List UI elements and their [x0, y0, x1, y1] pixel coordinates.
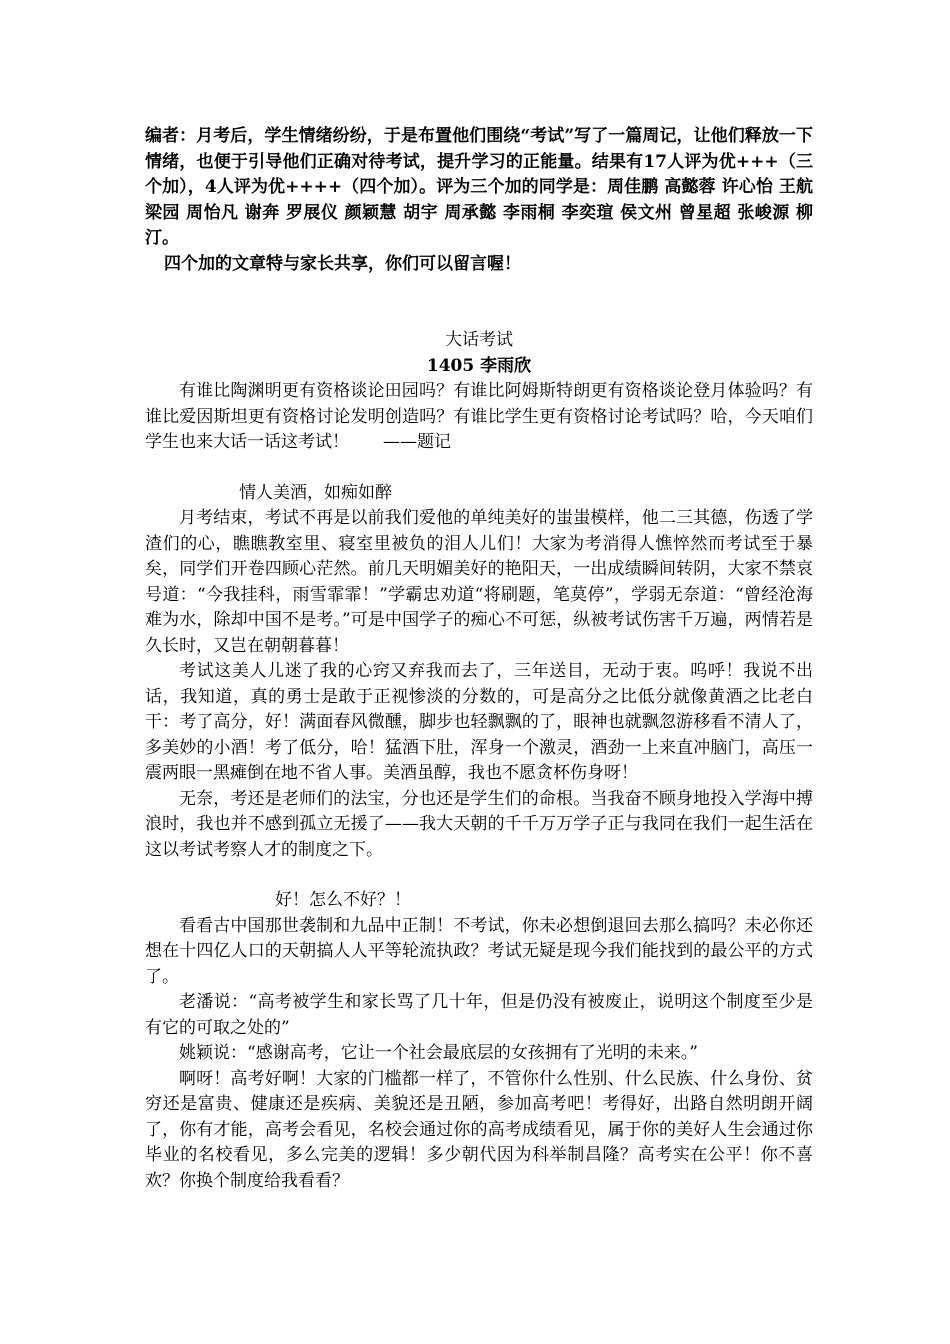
body-paragraph: 无奈，考还是老师们的法宝，分也还是学生们的命根。当我奋不顾身地投入学海中搏浪时，我也并不感到孤立无援了——我大天朝的千千万万学子正与我同在我们一起生活在这以考试考察人才的制度之下。 [145, 788, 813, 860]
editor-note-share-line: 四个加的文章特与家长共享，你们可以留言喔！ [164, 253, 521, 274]
section-heading: 情人美酒，如痴如醉 [239, 482, 392, 503]
section-heading: 好！怎么不好？！ [275, 890, 411, 910]
quote-paragraph: 老潘说：“高考被学生和家长骂了几十年，但是仍没有被废止，说明这个制度至少是有它的可取之处的” [145, 992, 813, 1038]
spacer [145, 863, 813, 888]
spacer [145, 277, 813, 328]
article-title: 大话考试 [445, 330, 513, 350]
spacer [145, 456, 813, 481]
body-paragraph: 月考结束，考试不再是以前我们爱他的单纯美好的蚩蚩模样，他二三其德，伤透了学渣们的心，瞧瞧教室里、寝室里被负的泪人儿们！大家为考消得人憔悴然而考试至于暴矣，同学们开卷四顾心茫然。前几天明媚美好的艳阳天，一出成绩瞬间转阴，大家不禁哀号道：“今我挂科，雨雪霏霏！”学霸忠劝道“将刷题，笔莫停”，学弱无奈道：“曾经沧海难为水，除却中国不是考。”可是中国学子的痴心不可惩，纵被考试伤害千万遍，两情若是久长时，又岂在朝朝暮暮！ [145, 508, 813, 656]
editor-note-paragraph: 编者：月考后，学生情绪纷纷，于是布置他们围绕“考试”写了一篇周记，让他们释放一下情绪，也便于引导他们正确对待考试，提升学习的正能量。结果有17人评为优+++（三个加），4人评为优++++（四个加）。评为三个加的同学是：周佳鹏 高懿蓉 许心怡 王航 梁园 周怡凡 谢奔 罗展仪 颜颖慧 胡宇 周承懿 李雨桐 李奕瑄 侯文州 曾星超 张峻源 柳汀。 [145, 126, 813, 248]
body-paragraph: 考试这美人儿迷了我的心窍又弃我而去了，三年送目，无动于衷。呜呼！我说不出话，我知道，真的勇士是敢于正视惨淡的分数的，可是高分之比低分就像黄酒之比老白干：考了高分，好！满面春风微醺，脚步也轻飘飘的了，眼神也就飘忽游移看不清人了，多美妙的小酒！考了低分，哈！猛酒下肚，浑身一个激灵，酒劲一上来直冲脑门，高压一震两眼一黑瘫倒在地不省人事。美酒虽醇，我也不愿贪杯伤身呀！ [145, 661, 813, 783]
body-paragraph: 啊呀！高考好啊！大家的门槛都一样了，不管你什么性别、什么民族、什么身份、贫穷还是富贵、健康还是疾病、美貌还是丑陋，参加高考吧！考得好，出路自然明朗开阔了，你有才能，高考会看见，名校会通过你的高考成绩看见，属于你的美好人生会通过你毕业的名校看见，多么完美的逻辑！多少朝代因为科举制昌隆？高考实在公平！你不喜欢？你换个制度给我看看？ [145, 1068, 813, 1191]
article-epigraph: 有谁比陶渊明更有资格谈论田园吗？有谁比阿姆斯特朗更有资格谈论登月体验吗？有谁比爱因斯坦更有资格讨论发明创造吗？有谁比学生更有资格讨论考试吗？哈，今天咱们学生也来大话一话这考试！ ——题记 [145, 381, 813, 452]
body-paragraph: 看看古中国那世袭制和九品中正制！不考试，你未必想倒退回去那么搞吗？未必你还想在十四亿人口的天朝搞人人平等轮流执政？考试无疑是现今我们能找到的最公平的方式了。 [145, 915, 813, 987]
document-page [145, 124, 813, 1194]
quote-paragraph: 姚颖说：“感谢高考，它让一个社会最底层的女孩拥有了光明的未来。” [179, 1043, 698, 1063]
article-author: 1405 李雨欣 [426, 355, 532, 376]
